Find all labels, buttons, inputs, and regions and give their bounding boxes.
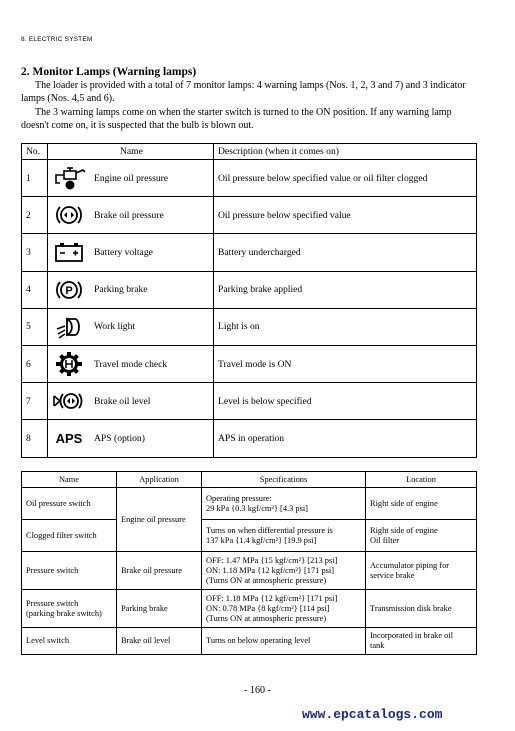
lamp-description: Oil pressure below specified value: [214, 197, 477, 234]
switch-location: [366, 488, 477, 520]
lamp-description: Level is below specified: [214, 383, 477, 420]
switch-name: Pressure switch: [22, 552, 117, 590]
travel-mode-icon: [48, 345, 91, 382]
switch-row: [22, 488, 477, 520]
lamp-no: 5: [22, 308, 48, 345]
switch-spec: [202, 488, 366, 520]
location-line: Right side of engine: [370, 525, 438, 535]
lamp-row: [22, 383, 477, 420]
lamp-name: Travel mode check: [90, 345, 214, 382]
brake-oil-level-icon: [48, 383, 91, 420]
switch-spec: [202, 520, 366, 552]
lamp-description: Battery undercharged: [214, 234, 477, 271]
lamp-name: Parking brake: [90, 271, 214, 308]
lamp-row: [22, 345, 477, 382]
switch-row: [22, 590, 477, 628]
lamp-description: Parking brake applied: [214, 271, 477, 308]
spec-line: 137 kPa {1.4 kgf/cm²} [19.9 psi]: [206, 535, 317, 545]
header-location: Location: [366, 472, 477, 488]
switch-application: Brake oil level: [117, 628, 202, 655]
header-specifications: Specifications: [202, 472, 366, 488]
lamp-description: Oil pressure below specified value or oil filter clogged: [214, 160, 477, 197]
switch-location: [366, 628, 477, 655]
switch-name-line: (parking brake switch): [26, 608, 102, 618]
lamp-row: [22, 308, 477, 345]
header-switch-name: Name: [22, 472, 117, 488]
switch-application: Parking brake: [117, 590, 202, 628]
header-name: [48, 144, 214, 160]
warning-paragraph: The 3 warning lamps come on when the starter switch is turned to the ON position. If any warning lamp doesn't come on, it is suspected that the bulb is blown out.: [21, 107, 452, 131]
lamp-name: Brake oil level: [90, 383, 214, 420]
lamp-row: [22, 160, 477, 197]
lamp-name: Work light: [90, 308, 214, 345]
switch-row: [22, 628, 477, 655]
header-description: Description (when it comes on): [214, 144, 477, 160]
lamp-no: 8: [22, 420, 48, 457]
switch-application: Engine oil pressure: [117, 488, 202, 552]
watermark: www.epcatalogs.com: [302, 707, 443, 722]
location-line: Accumulator piping for: [370, 560, 450, 570]
svg-text:P: P: [65, 284, 73, 297]
section-header: 8. ELECTRIC SYSTEM: [21, 36, 93, 43]
switch-table: [21, 471, 477, 655]
lamp-name: Engine oil pressure: [90, 160, 214, 197]
spec-line: Turns on when differential pressure is: [206, 525, 333, 535]
spec-line: OFF: 1.18 MPa {12 kgf/cm²} [171 psi]: [206, 593, 338, 603]
lamp-description: Light is on: [214, 308, 477, 345]
lamp-description: APS in operation: [214, 420, 477, 457]
spec-line: (Turns ON at atmospheric pressure): [206, 575, 327, 585]
switch-table-header: [22, 472, 477, 488]
switch-name: Clogged filter switch: [22, 520, 117, 552]
aps-icon: [48, 420, 91, 457]
lamp-row: [22, 234, 477, 271]
switch-row: [22, 520, 477, 552]
intro-paragraph: The loader is provided with a total of 7 monitor lamps: 4 warning lamps (Nos. 1, 2, 3 and 7) and 3 indicator lamps (Nos. 4,5 and 6).: [21, 80, 466, 104]
location-line: service brake: [370, 570, 415, 580]
lamp-row: [22, 420, 477, 457]
header-no: No.: [22, 144, 48, 160]
switch-location: [366, 552, 477, 590]
lamp-name: Brake oil pressure: [90, 197, 214, 234]
lamp-name: Battery voltage: [90, 234, 214, 271]
spec-line: ON: 0.78 MPa {8 kgf/cm²} [114 psi]: [206, 603, 330, 613]
header-name-label: Name: [120, 146, 143, 157]
switch-name: Level switch: [22, 628, 117, 655]
lamp-row: [22, 271, 477, 308]
lamp-table-header: [22, 144, 477, 160]
spec-line: ON: 1.18 MPa {12 kgf/cm²} [171 psi]: [206, 565, 335, 575]
battery-icon: [48, 234, 91, 271]
lamp-no: 3: [22, 234, 48, 271]
location-line: tank: [370, 641, 385, 650]
monitor-lamp-table: [21, 143, 477, 458]
switch-location: [366, 590, 477, 628]
spec-line: Turns on below operating level: [206, 636, 311, 645]
lamp-description: Travel mode is ON: [214, 345, 477, 382]
location-line: Right side of engine: [370, 498, 438, 508]
page-number: - 160 -: [244, 685, 271, 696]
work-light-icon: [48, 308, 91, 345]
spec-line: 29 kPa {0.3 kgf/cm²} [4.3 psi]: [206, 503, 308, 513]
aps-icon-text: APS: [55, 430, 83, 446]
engine-oil-pressure-icon: [48, 160, 91, 197]
switch-name: [22, 590, 117, 628]
switch-name: Oil pressure switch: [22, 488, 117, 520]
switch-name-line: Pressure switch: [26, 598, 79, 608]
spec-line: (Turns ON at atmospheric pressure): [206, 613, 327, 623]
lamp-row: [22, 197, 477, 234]
brake-oil-pressure-icon: [48, 197, 91, 234]
lamp-no: 2: [22, 197, 48, 234]
switch-application: Brake oil pressure: [117, 552, 202, 590]
switch-spec: [202, 628, 366, 655]
location-line: Oil filter: [370, 535, 400, 545]
switch-spec: [202, 590, 366, 628]
lamp-no: 4: [22, 271, 48, 308]
switch-spec: [202, 552, 366, 590]
lamp-name: APS (option): [90, 420, 214, 457]
lamp-no: 7: [22, 383, 48, 420]
switch-location: [366, 520, 477, 552]
location-line: Incorporated in brake oil: [370, 631, 454, 640]
lamp-no: 1: [22, 160, 48, 197]
parking-brake-icon: [48, 271, 91, 308]
header-application: Application: [117, 472, 202, 488]
section-heading: 2. Monitor Lamps (Warning lamps): [21, 66, 197, 78]
switch-row: [22, 552, 477, 590]
spec-line: OFF: 1.47 MPa {15 kgf/cm²} [213 psi]: [206, 555, 338, 565]
location-line: Transmission disk brake: [370, 603, 452, 613]
spec-line: Operating pressure:: [206, 493, 272, 503]
lamp-no: 6: [22, 345, 48, 382]
